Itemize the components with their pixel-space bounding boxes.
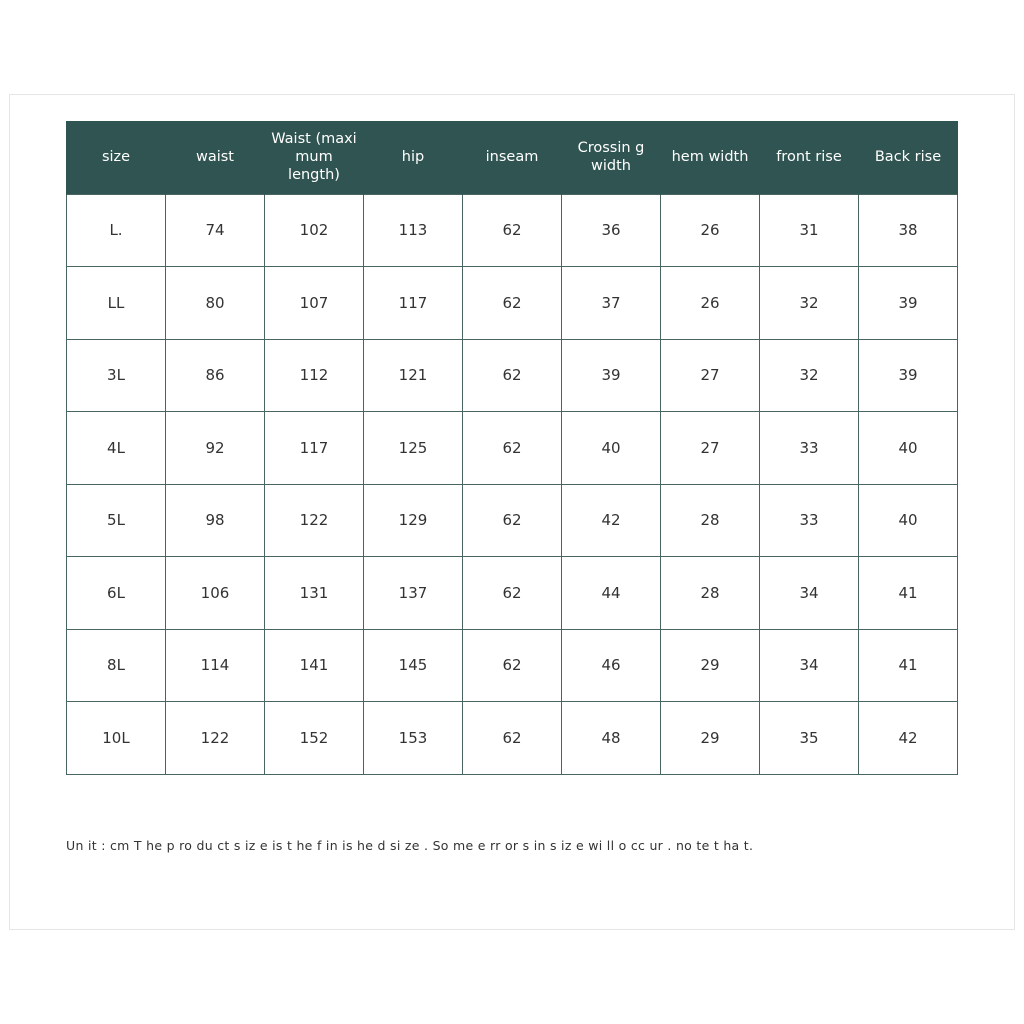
table-cell: 27 bbox=[661, 412, 760, 485]
table-cell: 122 bbox=[265, 484, 364, 557]
table-row bbox=[67, 194, 958, 267]
table-cell: 117 bbox=[364, 267, 463, 340]
table-cell: 114 bbox=[166, 629, 265, 702]
table-cell: 107 bbox=[265, 267, 364, 340]
header-cell: hip bbox=[364, 121, 463, 194]
table-cell: 62 bbox=[463, 629, 562, 702]
table-cell: 32 bbox=[760, 339, 859, 412]
table-cell: 153 bbox=[364, 702, 463, 775]
table-cell: 41 bbox=[859, 629, 958, 702]
header-row bbox=[67, 121, 958, 194]
table-cell: 46 bbox=[562, 629, 661, 702]
header-cell: waist bbox=[166, 121, 265, 194]
table-cell: 74 bbox=[166, 194, 265, 267]
table-cell: 6L bbox=[67, 557, 166, 630]
table-cell: 34 bbox=[760, 557, 859, 630]
table-cell: 4L bbox=[67, 412, 166, 485]
header-cell: front rise bbox=[760, 121, 859, 194]
table-cell: 102 bbox=[265, 194, 364, 267]
table-row bbox=[67, 339, 958, 412]
table-cell: 31 bbox=[760, 194, 859, 267]
table-cell: 42 bbox=[562, 484, 661, 557]
table-cell: 137 bbox=[364, 557, 463, 630]
table-cell: 41 bbox=[859, 557, 958, 630]
table-cell: 145 bbox=[364, 629, 463, 702]
table-cell: 5L bbox=[67, 484, 166, 557]
table-cell: 39 bbox=[859, 339, 958, 412]
table-cell: 86 bbox=[166, 339, 265, 412]
table-cell: 112 bbox=[265, 339, 364, 412]
size-chart-table bbox=[66, 121, 958, 775]
table-cell: 42 bbox=[859, 702, 958, 775]
table-cell: 129 bbox=[364, 484, 463, 557]
header-cell: Back rise bbox=[859, 121, 958, 194]
table-cell: 29 bbox=[661, 702, 760, 775]
table-row bbox=[67, 412, 958, 485]
table-row bbox=[67, 702, 958, 775]
table-cell: 62 bbox=[463, 702, 562, 775]
table-row bbox=[67, 557, 958, 630]
size-chart-body bbox=[67, 194, 958, 774]
table-cell: 10L bbox=[67, 702, 166, 775]
table-cell: 80 bbox=[166, 267, 265, 340]
table-cell: 131 bbox=[265, 557, 364, 630]
table-cell: 28 bbox=[661, 557, 760, 630]
table-cell: 29 bbox=[661, 629, 760, 702]
table-cell: 28 bbox=[661, 484, 760, 557]
table-cell: 34 bbox=[760, 629, 859, 702]
table-row bbox=[67, 629, 958, 702]
table-cell: 62 bbox=[463, 267, 562, 340]
table-cell: 33 bbox=[760, 412, 859, 485]
table-cell: 35 bbox=[760, 702, 859, 775]
header-cell: size bbox=[67, 121, 166, 194]
unit-footnote: Un it : cm T he p ro du ct s iz e is t he f in is he d si ze . So me e rr or s in s iz e wi ll o cc ur . no te t ha t. bbox=[66, 838, 754, 853]
table-cell: 62 bbox=[463, 484, 562, 557]
table-cell: 62 bbox=[463, 557, 562, 630]
table-cell: 32 bbox=[760, 267, 859, 340]
header-cell: Crossin g width bbox=[562, 121, 661, 194]
table-cell: 37 bbox=[562, 267, 661, 340]
table-cell: 40 bbox=[859, 484, 958, 557]
table-cell: LL bbox=[67, 267, 166, 340]
table-cell: 125 bbox=[364, 412, 463, 485]
table-row bbox=[67, 484, 958, 557]
table-cell: 152 bbox=[265, 702, 364, 775]
table-cell: 141 bbox=[265, 629, 364, 702]
table-cell: 27 bbox=[661, 339, 760, 412]
table-cell: 106 bbox=[166, 557, 265, 630]
table-cell: 92 bbox=[166, 412, 265, 485]
table-cell: 62 bbox=[463, 412, 562, 485]
table-cell: 38 bbox=[859, 194, 958, 267]
table-cell: 40 bbox=[859, 412, 958, 485]
table-cell: L. bbox=[67, 194, 166, 267]
table-cell: 122 bbox=[166, 702, 265, 775]
table-cell: 62 bbox=[463, 194, 562, 267]
table-cell: 8L bbox=[67, 629, 166, 702]
table-cell: 48 bbox=[562, 702, 661, 775]
table-cell: 3L bbox=[67, 339, 166, 412]
table-cell: 62 bbox=[463, 339, 562, 412]
table-cell: 121 bbox=[364, 339, 463, 412]
table-cell: 39 bbox=[859, 267, 958, 340]
table-cell: 40 bbox=[562, 412, 661, 485]
table-cell: 113 bbox=[364, 194, 463, 267]
header-cell: Waist (maxi mum length) bbox=[265, 121, 364, 194]
table-cell: 39 bbox=[562, 339, 661, 412]
table-cell: 36 bbox=[562, 194, 661, 267]
table-cell: 26 bbox=[661, 267, 760, 340]
header-cell: inseam bbox=[463, 121, 562, 194]
table-cell: 44 bbox=[562, 557, 661, 630]
table-cell: 98 bbox=[166, 484, 265, 557]
header-cell: hem width bbox=[661, 121, 760, 194]
table-cell: 33 bbox=[760, 484, 859, 557]
size-chart-header bbox=[67, 121, 958, 194]
table-cell: 26 bbox=[661, 194, 760, 267]
table-row bbox=[67, 267, 958, 340]
table-cell: 117 bbox=[265, 412, 364, 485]
